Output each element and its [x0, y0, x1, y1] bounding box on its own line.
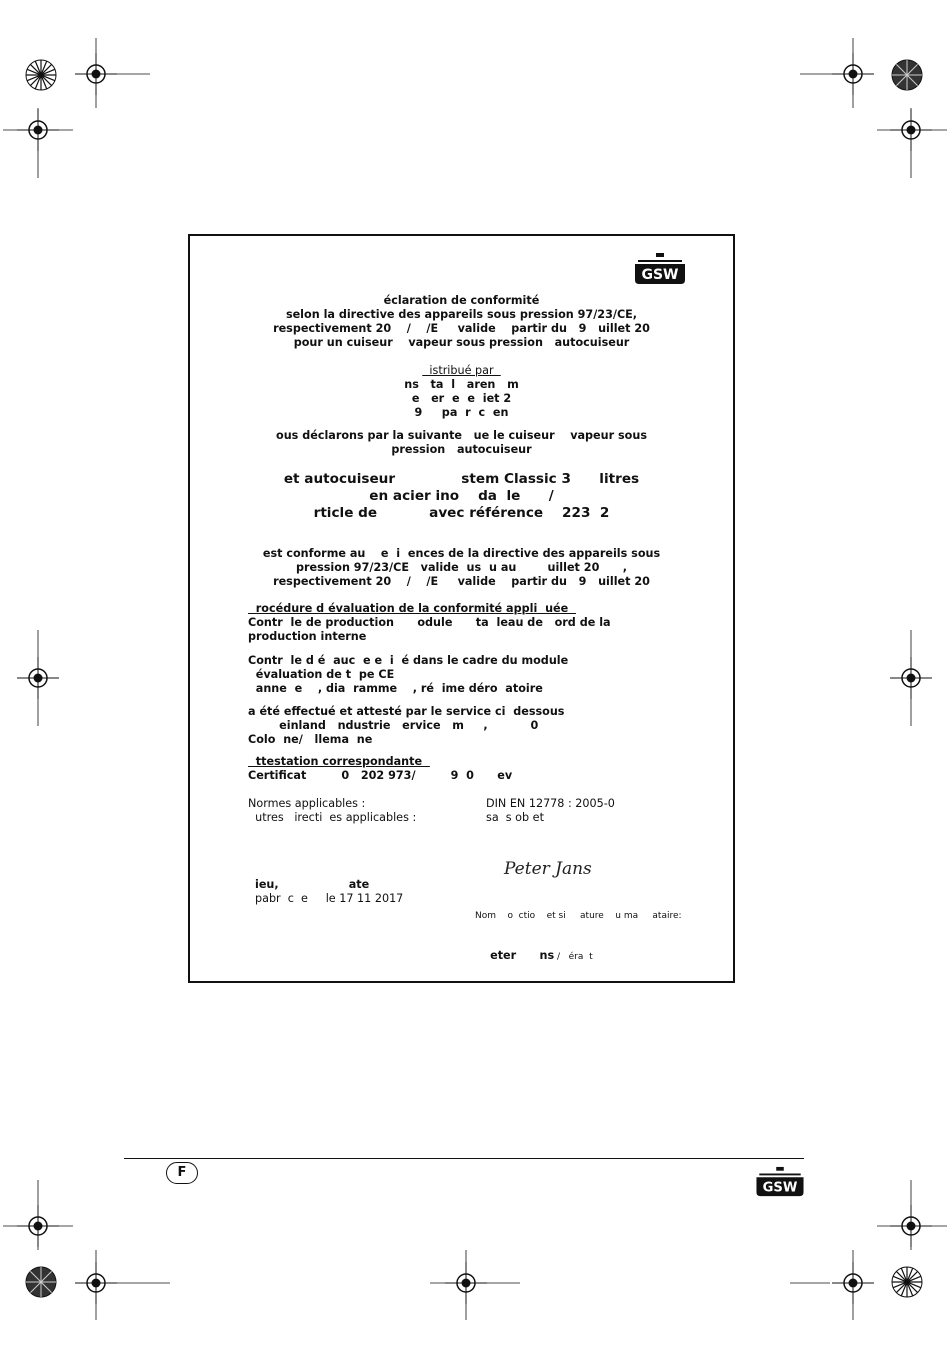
- control-1-line-a: Contr le de production odule ta leau de ord de la: [248, 616, 611, 629]
- distributor-street: e er e e iet 2: [411, 392, 512, 405]
- footer-rule: [124, 1158, 804, 1159]
- certificate-number: Certificat 0 202 973/ 9 0 ev: [248, 769, 513, 782]
- signer-caption: Nom o ctio et si ature u ma ataire:: [475, 911, 682, 921]
- signer-name: eter ns: [490, 949, 555, 962]
- procedure-heading: rocédure d évaluation de la conformité appli uée: [248, 602, 576, 615]
- header-line-3: pour un cuiseur vapeur sous pression autocuiseur: [293, 336, 630, 349]
- conformity-line-1: est conforme au e i ences de la directive des appareils sous: [262, 547, 661, 560]
- document-title: éclaration de conformité: [383, 294, 540, 307]
- signature-text: Peter Jans: [504, 859, 592, 879]
- control-2-line-a: Contr le d é auc e e i é dans le cadre du module: [248, 654, 569, 667]
- attestation-heading: ttestation correspondante: [248, 755, 430, 768]
- declaration-line-2: pression autocuiseur: [391, 443, 532, 456]
- norms-label-1: Normes applicables :: [248, 797, 366, 810]
- header-line-1: selon la directive des appareils sous pression 97/23/CE,: [285, 308, 638, 321]
- language-badge: F: [166, 1162, 198, 1184]
- product-line-1: et autocuiseur stem Classic 3 litres: [283, 471, 640, 487]
- rosette-mark-icon: [890, 1265, 924, 1299]
- place-date-value: pabr c e le 17 11 2017: [255, 892, 404, 905]
- distributor-label: [188, 364, 735, 378]
- norms-value-2: sa s ob et: [486, 811, 544, 824]
- norms-label-2: utres irecti es applicables :: [248, 811, 417, 824]
- place-date-label: ieu, ate: [255, 878, 370, 891]
- distributor-name: ns ta l aren m: [404, 378, 519, 391]
- signer-role: / éra t: [554, 952, 593, 962]
- control-2-line-b: évaluation de t pe CE: [248, 668, 395, 681]
- product-line-2: en acier ino da le /: [369, 488, 554, 504]
- conformity-line-2: pression 97/23/CE valide us u au uillet 20 ,: [296, 561, 627, 574]
- gsw-footer-logo-text: GSW: [762, 1180, 798, 1196]
- gsw-logo: [632, 252, 688, 286]
- service-line-b: einland ndustrie ervice m , 0: [248, 719, 539, 732]
- rosette-mark-icon: [24, 1265, 58, 1299]
- declaration-line-1: ous déclarons par la suivante ue le cuiseur vapeur sous: [276, 429, 647, 442]
- rosette-mark-icon: [24, 58, 58, 92]
- rosette-mark-icon: [890, 58, 924, 92]
- gsw-footer-logo: [753, 1166, 807, 1198]
- conformity-line-3: respectivement 20 / /E valide partir du 9 uillet 20: [273, 575, 650, 588]
- gsw-logo-text: GSW: [641, 267, 679, 283]
- distributor-label-text: istribué par: [422, 364, 501, 377]
- norms-value-1: DIN EN 12778 : 2005-0: [486, 797, 615, 810]
- product-line-3: rticle de avec référence 223 2: [313, 505, 610, 521]
- handwritten-signature: [500, 848, 620, 888]
- signer-line: [483, 935, 593, 964]
- service-line-c: Colo ne/ llema ne: [248, 733, 373, 746]
- control-1-line-b: production interne: [248, 630, 367, 643]
- service-line-a: a été effectué et attesté par le service ci dessous: [248, 705, 565, 718]
- header-line-2: respectivement 20 / /E valide partir du 9 uillet 20: [273, 322, 650, 335]
- control-2-line-c: anne e , dia ramme , ré ime déro atoire: [248, 682, 543, 695]
- distributor-city: 9 pa r c en: [414, 406, 509, 419]
